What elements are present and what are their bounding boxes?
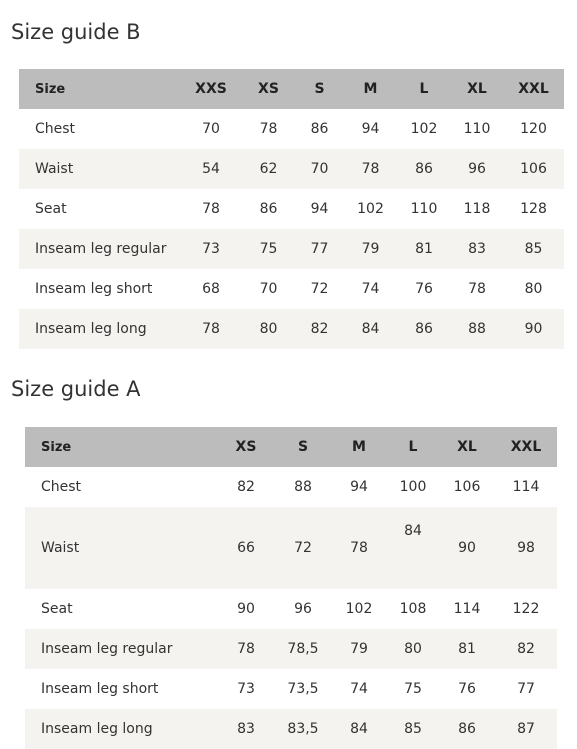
- table-cell: 84: [350, 721, 368, 737]
- table-cell: 90: [524, 321, 543, 337]
- table-cell: 82: [237, 479, 255, 495]
- table-cell: 74: [350, 681, 368, 697]
- size-guide-b-table: [19, 69, 564, 349]
- table-cell: 73: [202, 241, 220, 257]
- table-cell: 114: [512, 479, 540, 495]
- table-cell: 86: [458, 721, 476, 737]
- table-cell: 74: [361, 281, 380, 297]
- table-cell: 98: [517, 540, 535, 556]
- table-header-row: [19, 69, 564, 109]
- table-cell: 85: [524, 241, 543, 257]
- table-cell: 108: [399, 601, 427, 617]
- table-cell: 81: [415, 241, 433, 257]
- header-cell-xxl: XXL: [518, 81, 549, 97]
- size-guide-a-title: Size guide A: [11, 377, 141, 401]
- table-cell: 70: [259, 281, 278, 297]
- header-cell-size: Size: [41, 439, 72, 455]
- table-cell: 85: [404, 721, 422, 737]
- header-cell-xs: XS: [235, 439, 257, 455]
- table-cell: 78: [468, 281, 486, 297]
- table-cell: 72: [294, 540, 312, 556]
- table-cell: 102: [345, 601, 373, 617]
- table-row: [19, 309, 564, 349]
- header-cell-xl: XL: [467, 81, 487, 97]
- table-cell: 106: [453, 479, 481, 495]
- table-cell: 77: [310, 241, 329, 257]
- table-cell: 80: [259, 321, 278, 337]
- row-label: Inseam leg short: [41, 681, 159, 697]
- table-cell: 81: [458, 641, 476, 657]
- table-row: [25, 629, 557, 669]
- table-cell: 77: [517, 681, 535, 697]
- table-cell: 78,5: [287, 641, 319, 657]
- table-cell: 78: [237, 641, 255, 657]
- table-cell: 83: [468, 241, 486, 257]
- table-cell: 86: [415, 161, 433, 177]
- table-cell: 83: [237, 721, 255, 737]
- row-label: Inseam leg long: [41, 721, 153, 737]
- table-row: [19, 269, 564, 309]
- table-cell: 62: [259, 161, 278, 177]
- table-cell: 86: [415, 321, 433, 337]
- row-label: Inseam leg short: [35, 281, 153, 297]
- table-row: [19, 229, 564, 269]
- row-label: Waist: [35, 161, 74, 177]
- header-cell-size: Size: [35, 81, 66, 97]
- table-cell: 86: [310, 121, 329, 137]
- table-cell: 83,5: [287, 721, 319, 737]
- header-cell-xl: XL: [457, 439, 477, 455]
- table-cell: 73,5: [287, 681, 319, 697]
- row-label: Seat: [35, 201, 67, 217]
- table-cell: 78: [361, 161, 380, 177]
- row-label: Inseam leg long: [35, 321, 147, 337]
- row-label: Chest: [41, 479, 82, 495]
- table-cell: 96: [468, 161, 486, 177]
- table-cell: 88: [468, 321, 486, 337]
- table-cell: 73: [237, 681, 255, 697]
- row-label: Seat: [41, 601, 73, 617]
- table-cell: 84: [361, 321, 380, 337]
- table-cell: 76: [415, 281, 433, 297]
- table-cell: 110: [463, 121, 491, 137]
- table-cell: 75: [259, 241, 278, 257]
- table-cell: 94: [310, 201, 329, 217]
- table-cell: 90: [458, 540, 476, 556]
- table-cell: 110: [410, 201, 438, 217]
- header-cell-xs: XS: [258, 81, 279, 97]
- table-row: [19, 149, 564, 189]
- header-cell-m: M: [352, 439, 366, 455]
- table-cell: 102: [410, 121, 438, 137]
- table-row: [25, 467, 557, 507]
- table-cell: 78: [350, 540, 368, 556]
- row-label: Inseam leg regular: [35, 241, 167, 257]
- table-cell: 88: [294, 479, 312, 495]
- table-cell: 82: [517, 641, 535, 657]
- table-cell: 120: [520, 121, 547, 137]
- table-cell: 80: [524, 281, 543, 297]
- table-cell: 72: [310, 281, 329, 297]
- table-row: [19, 109, 564, 149]
- table-cell: 106: [520, 161, 547, 177]
- table-cell: 94: [350, 479, 368, 495]
- table-cell: 90: [237, 601, 255, 617]
- table-cell: 87: [517, 721, 535, 737]
- table-cell: 78: [259, 121, 278, 137]
- table-cell: 75: [404, 681, 422, 697]
- header-cell-xxs: XXS: [195, 81, 227, 97]
- table-cell: 70: [202, 121, 220, 137]
- header-cell-l: L: [419, 81, 429, 97]
- table-row: [25, 669, 557, 709]
- table-cell: 96: [294, 601, 312, 617]
- table-cell: 86: [259, 201, 278, 217]
- table-cell: 70: [310, 161, 329, 177]
- table-cell: 100: [399, 479, 427, 495]
- row-label: Chest: [35, 121, 76, 137]
- table-cell: 114: [453, 601, 481, 617]
- row-label: Waist: [41, 540, 80, 556]
- table-cell: 84: [404, 523, 422, 539]
- table-cell: 79: [361, 241, 380, 257]
- table-cell: 128: [520, 201, 547, 217]
- table-cell: 78: [202, 321, 220, 337]
- table-cell: 54: [202, 161, 220, 177]
- table-header-row: [25, 427, 557, 467]
- table-cell: 76: [458, 681, 476, 697]
- table-cell: 118: [463, 201, 491, 217]
- size-guide-b-title: Size guide B: [11, 20, 141, 44]
- size-guide-a-table: [25, 427, 557, 749]
- table-cell: 79: [350, 641, 368, 657]
- table-row: [25, 589, 557, 629]
- header-cell-s: S: [297, 439, 309, 455]
- header-cell-s: S: [314, 81, 325, 97]
- table-cell: 66: [237, 540, 255, 556]
- table-cell: 68: [202, 281, 220, 297]
- table-row: [25, 507, 557, 589]
- table-row: [25, 709, 557, 749]
- table-cell: 78: [202, 201, 220, 217]
- table-cell: 94: [361, 121, 380, 137]
- table-cell: 122: [512, 601, 540, 617]
- header-cell-xxl: XXL: [510, 439, 542, 455]
- row-label: Inseam leg regular: [41, 641, 173, 657]
- header-cell-m: M: [363, 81, 378, 97]
- table-cell: 102: [357, 201, 384, 217]
- header-cell-l: L: [408, 439, 418, 455]
- table-cell: 80: [404, 641, 422, 657]
- table-cell: 82: [310, 321, 329, 337]
- table-row: [19, 189, 564, 229]
